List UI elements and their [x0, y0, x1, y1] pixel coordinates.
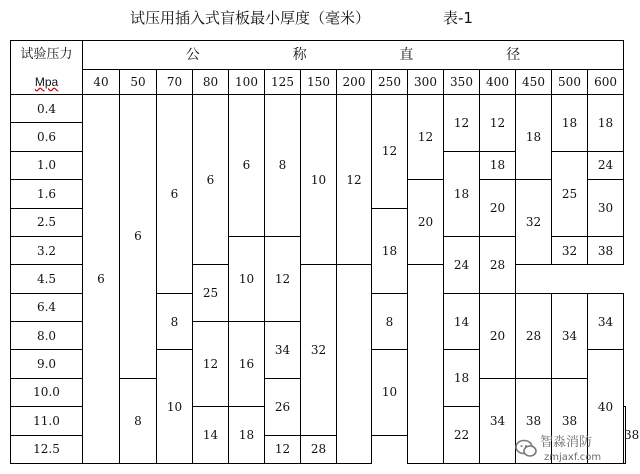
thickness-cell: 6 [157, 95, 193, 294]
thickness-cell: 20 [480, 180, 516, 237]
thickness-cell: 34 [588, 293, 624, 350]
thickness-cell: 22 [444, 407, 480, 464]
diameter-header: 400 [480, 70, 516, 95]
caption-bar [0, 0, 640, 38]
chat-bubble-icon [514, 436, 538, 460]
pressure-unit [11, 70, 83, 95]
pressure-cell: 10.0 [11, 378, 83, 406]
thickness-cell: 12 [193, 322, 229, 407]
thickness-cell: 20 [408, 180, 444, 265]
watermark [500, 430, 640, 474]
thickness-cell: 28 [301, 435, 337, 464]
pressure-cell: 2.5 [11, 208, 83, 236]
thickness-cell: 18 [444, 151, 480, 236]
thickness-cell: 34 [265, 322, 301, 379]
pressure-cell: 3.2 [11, 236, 83, 264]
pressure-cell: 6.4 [11, 293, 83, 321]
diameter-header: 70 [157, 70, 193, 95]
pressure-cell: 8.0 [11, 322, 83, 350]
thickness-cell: 18 [552, 95, 588, 152]
thickness-cell: 8 [157, 293, 193, 350]
thickness-cell: 24 [444, 236, 480, 293]
nominal-diameter-char: 径 [506, 47, 521, 63]
thickness-cell: 28 [516, 293, 552, 378]
thickness-cell: 18 [588, 95, 624, 152]
thickness-cell: 12 [372, 95, 408, 209]
thickness-cell [337, 265, 372, 464]
watermark-brand: 智淼消防 [540, 435, 593, 450]
thickness-cell: 6 [83, 95, 120, 464]
thickness-cell: 12 [408, 95, 444, 180]
pressure-cell: 0.6 [11, 123, 83, 151]
diameter-header: 350 [444, 70, 480, 95]
thickness-cell: 38 [552, 378, 588, 463]
nominal-diameter-char: 公 [185, 47, 200, 63]
pressure-unit-text: Mpa [34, 74, 59, 89]
diameter-row [11, 70, 626, 95]
thickness-cell: 38 [516, 378, 552, 463]
thickness-cell: 18 [372, 208, 408, 293]
diameter-header: 100 [229, 70, 265, 95]
nominal-diameter-char: 称 [292, 47, 307, 63]
thickness-cell: 25 [552, 151, 588, 236]
thickness-cell: 14 [193, 407, 229, 464]
thickness-cell: 12 [337, 95, 372, 265]
thickness-cell: 24 [588, 151, 624, 179]
thickness-cell: 30 [588, 180, 624, 237]
diameter-header: 450 [516, 70, 552, 95]
thickness-cell: 18 [444, 350, 480, 407]
thickness-cell: 10 [229, 236, 265, 321]
watermark-site: zmjaxf.com [544, 452, 602, 463]
thickness-cell: 6 [229, 95, 265, 237]
thickness-cell: 6 [120, 95, 157, 379]
pressure-cell: 1.6 [11, 180, 83, 208]
diameter-header: 50 [120, 70, 157, 95]
nominal-diameter-char: 直 [399, 47, 414, 63]
thickness-cell: 34 [480, 378, 516, 463]
thickness-cell: 18 [229, 407, 265, 464]
thickness-cell: 10 [301, 95, 337, 265]
diameter-header: 80 [193, 70, 229, 95]
diameter-header: 500 [552, 70, 588, 95]
thickness-cell: 32 [552, 236, 588, 264]
thickness-cell: 38 [588, 236, 624, 264]
thickness-cell: 18 [480, 151, 516, 179]
data-row [11, 95, 626, 123]
diameter-header: 200 [337, 70, 372, 95]
diameter-header: 40 [83, 70, 120, 95]
thickness-cell: 16 [229, 322, 265, 407]
thickness-cell: 25 [193, 265, 229, 322]
thickness-cell: 14 [444, 293, 480, 350]
thickness-cell: 40 [588, 350, 624, 464]
thickness-cell: 32 [301, 265, 337, 435]
pressure-header-name: 试验压力 [11, 41, 83, 70]
thickness-cell: 38 [624, 407, 626, 464]
thickness-cell: 10 [372, 350, 408, 435]
nominal-diameter-header [83, 41, 624, 70]
thickness-cell: 18 [516, 95, 552, 180]
pressure-cell: 4.5 [11, 265, 83, 293]
table-title: 试压用插入式盲板最小厚度（毫米） [130, 9, 371, 27]
blind-plate-thickness-table [10, 40, 640, 464]
thickness-cell: 32 [516, 180, 552, 265]
thickness-cell: 34 [552, 293, 588, 378]
pressure-cell: 0.4 [11, 95, 83, 123]
pressure-cell: 1.0 [11, 151, 83, 179]
pressure-cell: 9.0 [11, 350, 83, 378]
diameter-header: 300 [408, 70, 444, 95]
thickness-cell [408, 265, 444, 464]
thickness-cell: 8 [372, 293, 408, 350]
thickness-cell: 12 [265, 236, 301, 321]
thickness-cell: 12 [444, 95, 480, 152]
thickness-cell: 10 [157, 350, 193, 464]
thickness-cell: 8 [265, 95, 301, 237]
table-number: 表-1 [443, 9, 473, 27]
pressure-cell: 11.0 [11, 407, 83, 435]
thickness-cell: 26 [265, 378, 301, 435]
thickness-cell: 12 [480, 95, 516, 152]
pressure-cell: 12.5 [11, 435, 83, 464]
diameter-header: 125 [265, 70, 301, 95]
thickness-cell: 12 [265, 435, 301, 464]
diameter-header: 600 [588, 70, 624, 95]
thickness-cell: 6 [193, 95, 229, 265]
diameter-header: 250 [372, 70, 408, 95]
thickness-cell: 8 [120, 378, 157, 463]
thickness-cell: 28 [480, 236, 516, 293]
diameter-header: 150 [301, 70, 337, 95]
header-row [11, 41, 626, 70]
thickness-cell: 20 [480, 293, 516, 378]
